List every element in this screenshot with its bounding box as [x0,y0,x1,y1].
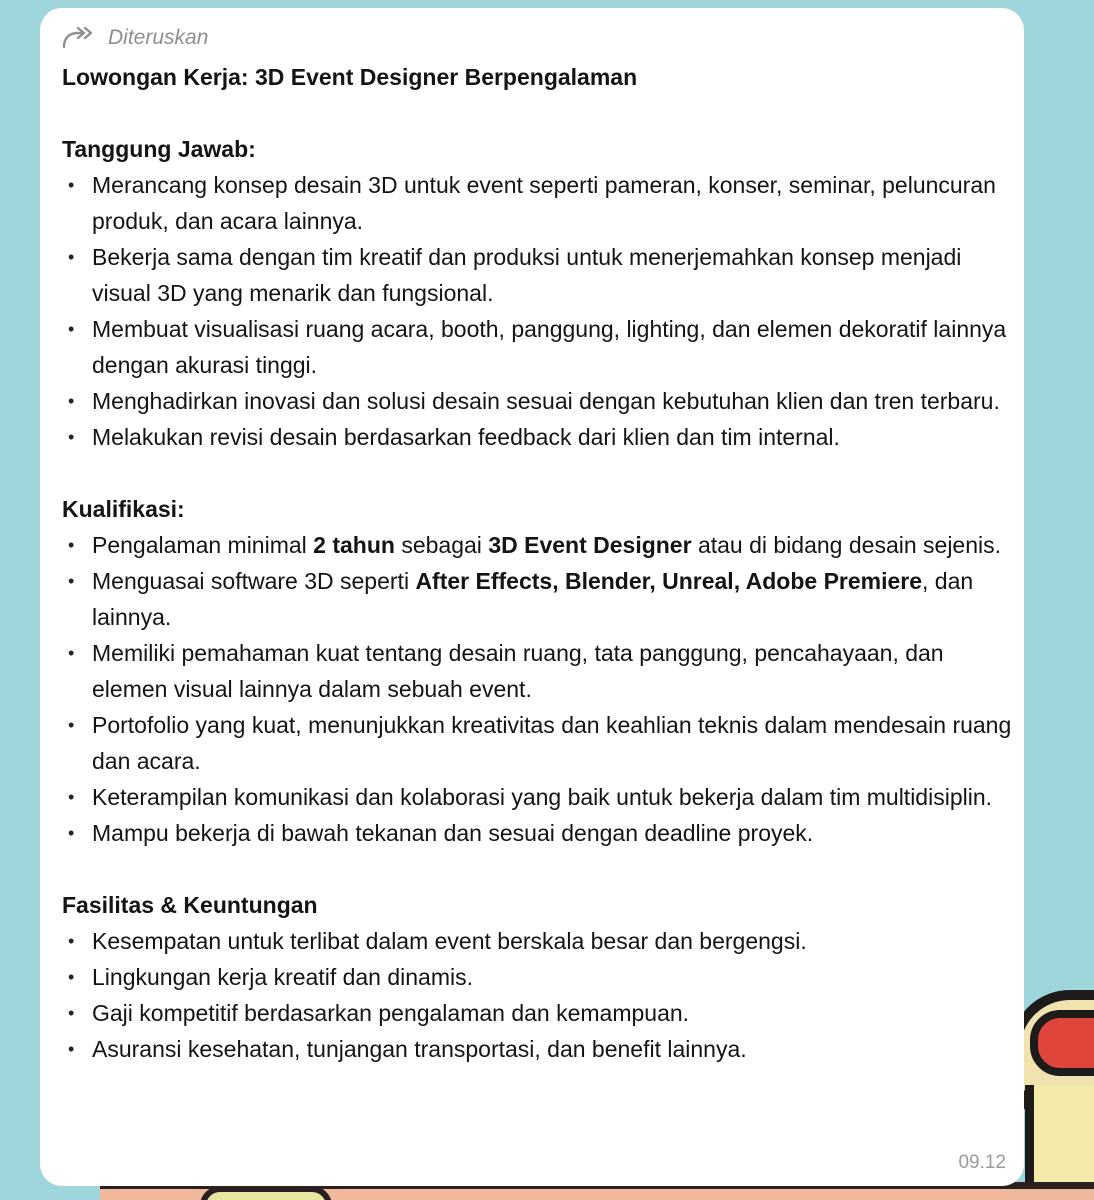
section-heading-benefits: Fasilitas & Keuntungan [62,892,318,918]
list-item: • Portofolio yang kuat, menunjukkan kreativitas dan keahlian teknis dalam mendesain ruang dan acara. [62,707,1012,779]
job-title: Lowongan Kerja: 3D Event Designer Berpengalaman [62,64,638,90]
section-heading-responsibilities: Tanggung Jawab: [62,136,256,162]
wallpaper-decoration [1030,1010,1094,1076]
list-item-text: sebagai [394,532,489,558]
message-text [62,59,1012,1067]
list-item: • Asuransi kesehatan, tunjangan transportasi, dan benefit lainnya. [62,1031,1012,1067]
list-item: • Lingkungan kerja kreatif dan dinamis. [62,959,1012,995]
list-item: • Membuat visualisasi ruang acara, booth, panggung, lighting, dan elemen dekoratif lainnya dengan akurasi tinggi. [62,311,1012,383]
list-item [62,563,1012,635]
list-item-text: atau di bidang desain sejenis. [691,532,1002,558]
list-item: • Melakukan revisi desain berdasarkan feedback dari klien dan tim internal. [62,419,1012,455]
forward-arrow-icon [60,25,98,51]
responsibilities-list [62,167,1012,455]
list-item: • Merancang konsep desain 3D untuk event seperti pameran, konser, seminar, peluncuran produk, dan acara lainnya. [62,167,1012,239]
list-item-bold: After Effects, Blender, Unreal, Adobe Premiere [415,568,923,594]
message-bubble[interactable] [40,8,1024,1186]
message-timestamp: 09.12 [958,1152,1006,1173]
list-item: • Gaji kompetitif berdasarkan pengalaman dan kemampuan. [62,995,1012,1031]
list-item: • Keterampilan komunikasi dan kolaborasi yang baik untuk bekerja dalam tim multidisiplin. [62,779,1012,815]
list-item: • Mampu bekerja di bawah tekanan dan sesuai dengan deadline proyek. [62,815,1012,851]
forwarded-label: Diteruskan [108,26,209,49]
qualifications-list [62,527,1012,851]
list-item-text: Pengalaman minimal [92,532,314,558]
list-item: • Memiliki pemahaman kuat tentang desain ruang, tata panggung, pencahayaan, dan elemen visual lainnya dalam sebuah event. [62,635,1012,707]
list-item-bold: 3D Event Designer [488,532,692,558]
list-item [62,527,1012,563]
list-item-text: Menguasai software 3D seperti [92,568,416,594]
section-heading-qualifications: Kualifikasi: [62,496,185,522]
list-item: • Menghadirkan inovasi dan solusi desain sesuai dengan kebutuhan klien dan tren terbaru. [62,383,1012,419]
benefits-list [62,923,1012,1067]
list-item: • Kesempatan untuk terlibat dalam event berskala besar dan bergengsi. [62,923,1012,959]
wallpaper-decoration [200,1186,332,1200]
forwarded-indicator [60,18,208,58]
list-item-bold: 2 tahun [313,532,395,558]
list-item-text: , dan lainnya. [92,568,974,630]
list-item: • Bekerja sama dengan tim kreatif dan produksi untuk menerjemahkan konsep menjadi visual 3D yang menarik dan fungsional. [62,239,1012,311]
